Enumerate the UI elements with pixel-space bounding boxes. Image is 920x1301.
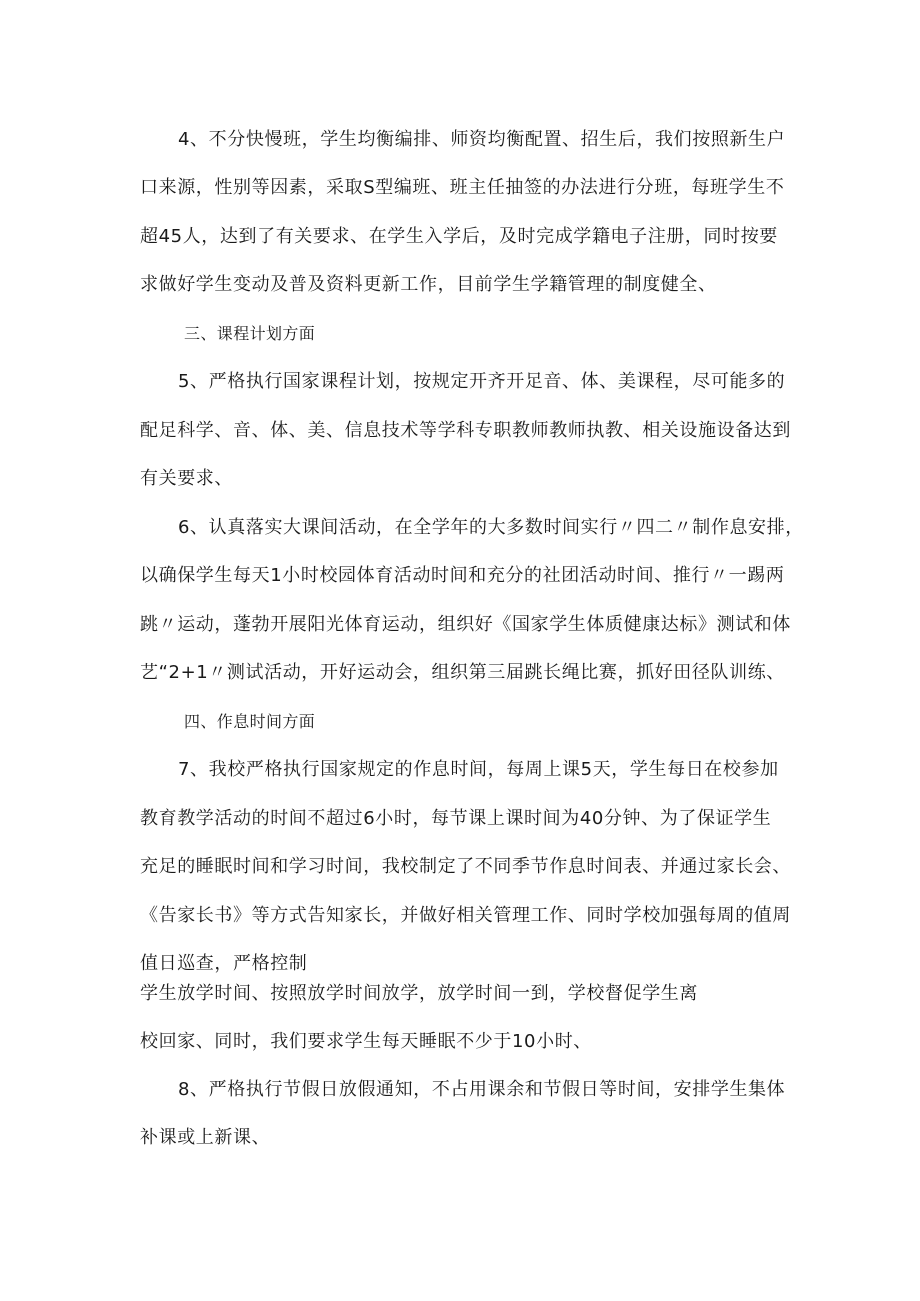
paragraph-8-line-2: 补课或上新课、 xyxy=(140,1127,271,1148)
paragraph-5-line-3: 有关要求、 xyxy=(140,468,233,489)
paragraph-4-line-2: 口来源，性别等因素，采取S型编班、班主任抽签的办法进行分班，每班学生不 xyxy=(140,177,785,198)
paragraph-6-line-2: 以确保学生每天1小时校园体育活动时间和充分的社团活动时间、推行〃一踢两 xyxy=(140,565,785,586)
paragraph-6-line-1: 6、认真落实大课间活动，在全学年的大多数时间实行〃四二〃制作息安排， xyxy=(178,517,804,538)
paragraph-7-line-7: 校回家、同时，我们要求学生每天睡眠不少于10小时、 xyxy=(140,1031,592,1052)
paragraph-7-line-5: 值日巡查，严格控制 xyxy=(140,953,308,974)
paragraph-5-line-1: 5、严格执行国家课程计划，按规定开齐开足音、体、美课程，尽可能多的 xyxy=(178,371,786,392)
paragraph-5-line-2: 配足科学、音、体、美、信息技术等学科专职教师教师执教、相关设施设备达到 xyxy=(140,420,791,441)
paragraph-6-line-4: 艺“2+1〃测试活动，开好运动会，组织第三届跳长绳比赛，抓好田径队训练、 xyxy=(140,662,785,683)
section-heading-schedule: 四、作息时间方面 xyxy=(184,712,316,731)
paragraph-7-line-6: 学生放学时间、按照放学时间放学，放学时间一到，学校督促学生离 xyxy=(140,983,698,1004)
paragraph-8-line-1: 8、严格执行节假日放假通知，不占用课余和节假日等时间，安排学生集体 xyxy=(178,1079,786,1100)
paragraph-7-line-4: 《告家长书》等方式告知家长，并做好相关管理工作、同时学校加强每周的值周 xyxy=(140,905,791,926)
paragraph-7-line-3: 充足的睡眠时间和学习时间，我校制定了不同季节作息时间表、并通过家长会、 xyxy=(140,856,791,877)
section-heading-curriculum: 三、课程计划方面 xyxy=(184,324,316,343)
paragraph-6-line-3: 跳〃运动，蓬勃开展阳光体育运动，组织好《国家学生体质健康达标》测试和体 xyxy=(140,614,791,635)
paragraph-4-line-1: 4、不分快慢班，学生均衡编排、师资均衡配置、招生后，我们按照新生户 xyxy=(178,129,786,150)
paragraph-4-line-4: 求做好学生变动及普及资料更新工作，目前学生学籍管理的制度健全、 xyxy=(140,274,717,295)
paragraph-4-line-3: 超45人，达到了有关要求、在学生入学后，及时完成学籍电子注册，同时按要 xyxy=(140,226,778,247)
paragraph-7-line-1: 7、我校严格执行国家规定的作息时间，每周上课5天，学生每日在校参加 xyxy=(178,759,779,780)
paragraph-7-line-2: 教育教学活动的时间不超过6小时，每节课上课时间为40分钟、为了保证学生 xyxy=(140,808,772,829)
